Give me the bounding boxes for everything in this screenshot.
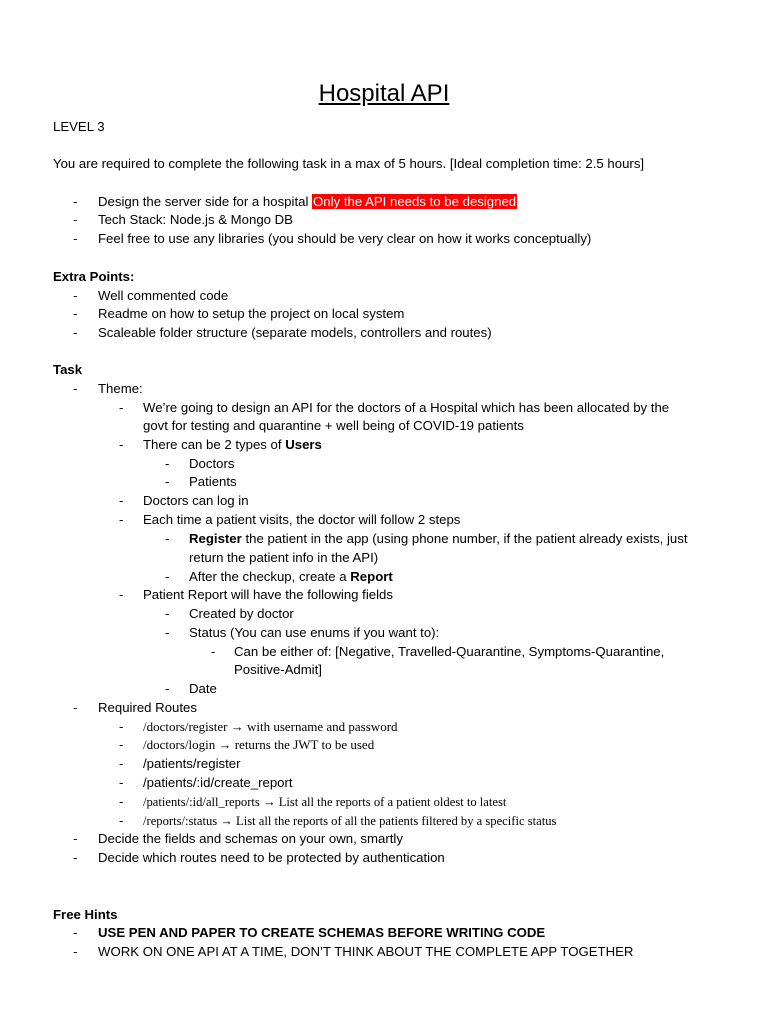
extra-points-heading: Extra Points: <box>53 269 135 284</box>
api-only-highlight: Only the API needs to be designed <box>313 194 517 209</box>
task-heading: Task <box>53 362 83 377</box>
free-hints-heading: Free Hints <box>53 907 118 922</box>
status-values-cont: Positive-Admit] <box>234 662 322 677</box>
design-prefix: Design the server side for a hospital <box>98 194 313 209</box>
level-label: LEVEL 3 <box>53 119 105 134</box>
intro-text: You are required to complete the following task in a max of 5 hours. [Ideal completion time: 2.5 hours] <box>53 156 645 171</box>
step-register-cont: return the patient info in the API) <box>189 550 379 565</box>
register-bold: Register <box>189 531 242 546</box>
document-page: Hospital API LEVEL 3 You are required to complete the following task in a max of 5 hours. [Ideal completion time: 2.5 hours] - Design the server side for a hospital Only the API needs to be designed - Tech Stack: Node.js & Mongo DB - Feel free to use any libraries (you should be very clear on how it works conceptually) Extra Points: - Well commented code - Readme on how to setup the project on local system - Scaleable folder structure (separate models, controllers and routes) Task - Theme: - We’re going to design an API for the doctors of a Hospital which has been allocated by the govt for testing and quarantine + well being of COVID-19 patients - There can be 2 types of Users - Doctors - Patients - Doctors can log in - Each time a patient visits, the doctor will follow 2 steps - Register the patient in the app (using phone number, if the patient already exists, just return the patient info in the API) - After the checkup, create a Report - Patient Report will have the following fields - Created by doctor - Status (You can use enums if you want to): - Can be either of: [Negative, Travelled-Quarantine, Symptoms-Quarantine, Positive-Admit] - Date - Required Routes - /doctors/register → with username and password - /doctors/login → returns the JWT to be used - /patients/register - /patients/:id/create_report - /patients/:id/all_reports → List all the reports of a patient oldest to latest - /reports/:status → List all the reports of all the patients filtered by a specific status - Decide the fields and schemas on your own, smartly - Decide which routes need to be protected by authentication Free Hints - USE PEN AND PAPER TO CREATE SCHEMAS BEFORE WRITING CODE - WORK ON ONE API AT A TIME, DON’T THINK ABOUT THE COMPLETE APP TOGETHER <box>0 0 768 1024</box>
document-title: Hospital API <box>318 80 450 107</box>
users-bold: Users <box>285 437 322 452</box>
report-bold: Report <box>350 569 393 584</box>
theme-description-cont: govt for testing and quarantine + well being of COVID-19 patients <box>143 418 524 433</box>
